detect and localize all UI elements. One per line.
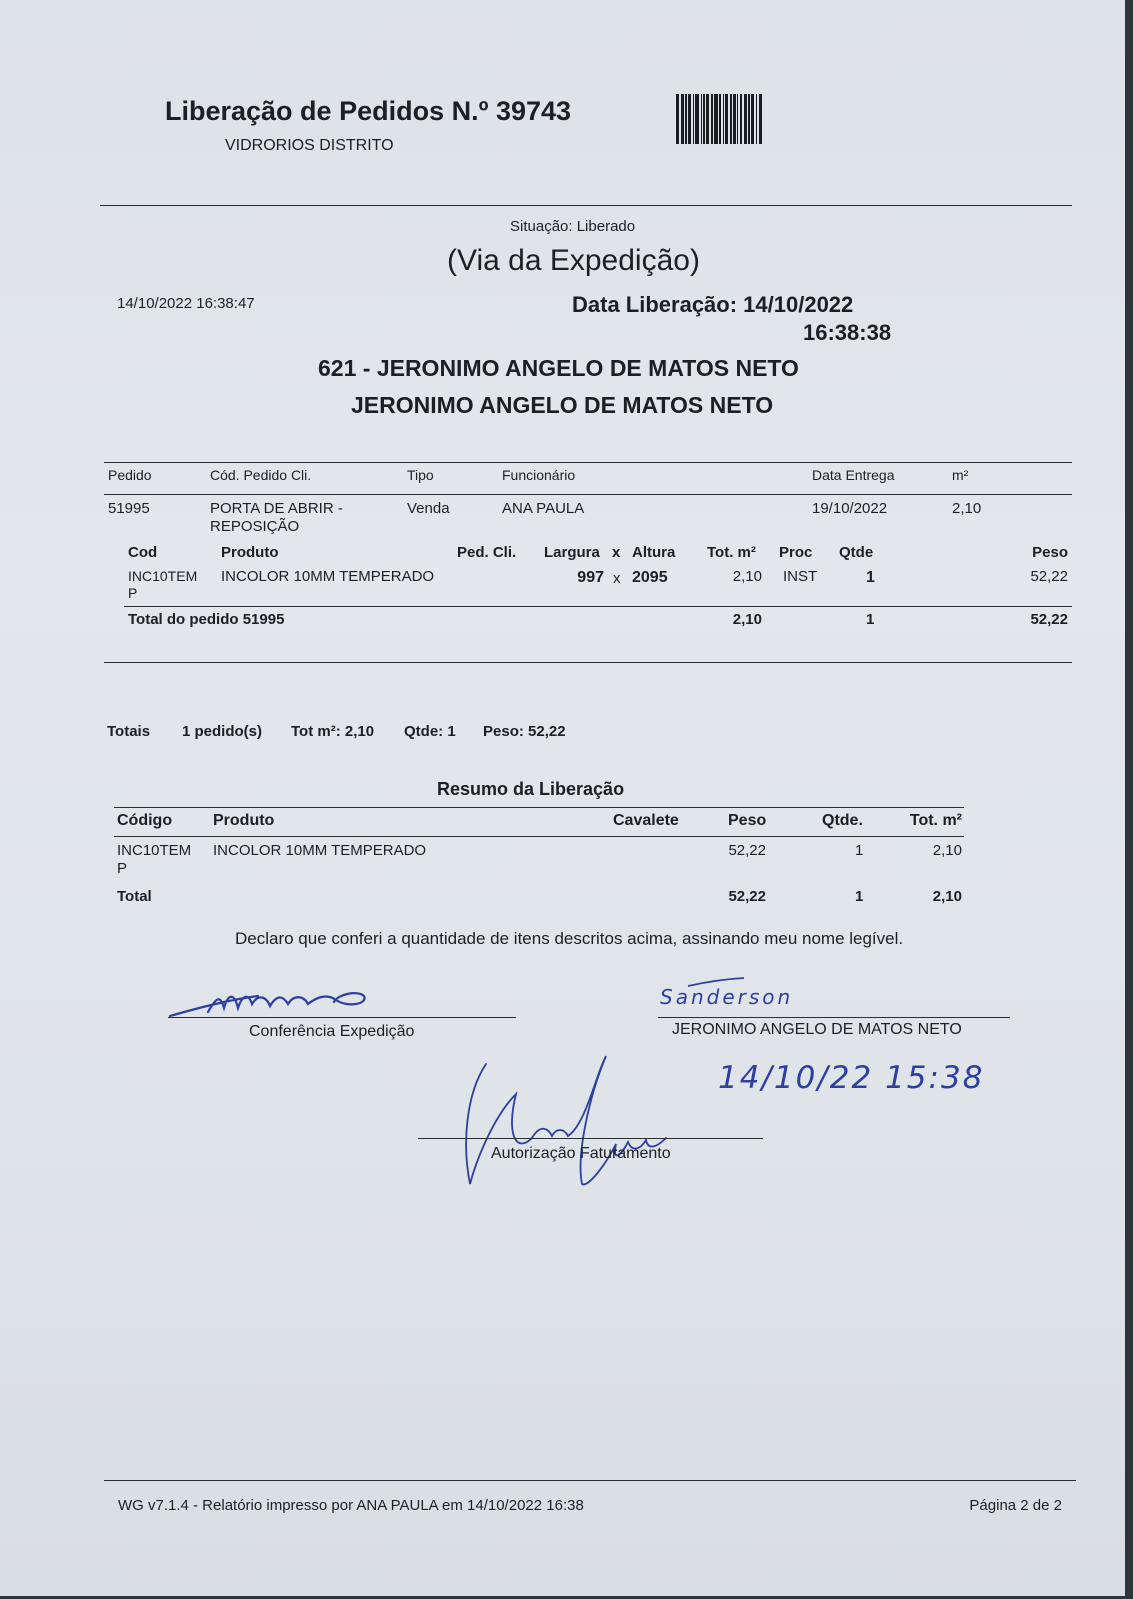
order-type: Venda — [407, 500, 450, 517]
summary-code-line2: P — [117, 860, 128, 877]
summary-header-rule — [114, 836, 964, 837]
order-total-rule — [124, 606, 1072, 607]
col-header-pedido: Pedido — [108, 467, 152, 483]
item-code-line1: INC10TEM — [128, 568, 198, 584]
footer-page-number: Página 2 de 2 — [969, 1497, 1062, 1514]
header-divider — [100, 205, 1072, 206]
authorization-signature — [456, 1054, 686, 1194]
col-header-funcionario: Funcionário — [502, 467, 576, 483]
totals-orders: 1 pedido(s) — [182, 723, 263, 740]
order-table-top-rule — [104, 462, 1072, 463]
item-tot-m2: 2,10 — [732, 568, 762, 585]
item-header-altura: Altura — [632, 544, 676, 561]
totals-m2: Tot m²: 2,10 — [291, 723, 375, 740]
summary-product: INCOLOR 10MM TEMPERADO — [213, 842, 427, 859]
item-header-tot-m2: Tot. m² — [707, 544, 756, 561]
totals-label: Totais — [107, 723, 151, 740]
summary-code-line1: INC10TEM — [117, 842, 192, 859]
handwritten-date: 14/10/22 15:38 — [718, 1060, 985, 1096]
summary-header-peso: Peso — [728, 812, 767, 829]
summary-title: Resumo da Liberação — [437, 779, 625, 799]
summary-header-cavalete: Cavalete — [613, 812, 679, 829]
document-title: Liberação de Pedidos N.º 39743 — [165, 96, 572, 126]
company-name: VIDRORIOS DISTRITO — [225, 137, 394, 154]
summary-tot-m2: 2,10 — [932, 842, 962, 859]
item-header-proc: Proc — [779, 544, 813, 561]
footer-printed-by: WG v7.1.4 - Relatório impresso por ANA PAULA em 14/10/2022 16:38 — [118, 1497, 584, 1514]
summary-total-label: Total — [117, 888, 152, 905]
item-height: 2095 — [632, 569, 668, 586]
release-time: 16:38:38 — [803, 320, 892, 345]
item-qtde: 1 — [866, 569, 875, 586]
item-code-line2: P — [128, 585, 138, 601]
item-header-peso: Peso — [1032, 544, 1068, 561]
order-total-qtde: 1 — [866, 611, 875, 628]
order-client-code-line2: REPOSIÇÃO — [210, 518, 300, 535]
conferencia-label: Conferência Expedição — [249, 1023, 415, 1040]
item-header-produto: Produto — [221, 544, 279, 561]
order-total-peso: 52,22 — [1030, 611, 1068, 628]
summary-total-peso: 52,22 — [728, 888, 766, 905]
summary-header-codigo: Código — [117, 812, 173, 829]
item-proc: INST — [783, 568, 818, 585]
totals-qtde: Qtde: 1 — [404, 723, 456, 740]
status-text: Situação: Liberado — [510, 218, 636, 235]
col-header-m2: m² — [952, 467, 969, 483]
printed-datetime: 14/10/2022 16:38:47 — [117, 295, 255, 312]
summary-header-qtde: Qtde. — [822, 812, 863, 829]
item-header-cod: Cod — [128, 544, 158, 561]
handwritten-stroke — [686, 976, 746, 988]
client-handwritten-name: Sanderson — [660, 985, 794, 1009]
summary-peso: 52,22 — [728, 842, 766, 859]
copy-label: (Via da Expedição) — [447, 244, 700, 277]
item-header-x: x — [612, 544, 621, 561]
item-dimension-separator: x — [613, 570, 621, 587]
item-width: 997 — [577, 569, 604, 586]
item-peso: 52,22 — [1030, 568, 1068, 585]
authorization-signature-line — [418, 1138, 763, 1139]
item-product: INCOLOR 10MM TEMPERADO — [221, 568, 435, 585]
client-code-name: 621 - JERONIMO ANGELO DE MATOS NETO — [318, 355, 799, 381]
col-header-data-entrega: Data Entrega — [812, 467, 895, 483]
client-signature-label: JERONIMO ANGELO DE MATOS NETO — [672, 1021, 962, 1038]
client-signature-line — [658, 1017, 1010, 1018]
summary-total-qtde: 1 — [855, 888, 864, 905]
order-table-bottom-rule — [104, 662, 1072, 663]
totals-peso: Peso: 52,22 — [483, 723, 566, 740]
order-m2: 2,10 — [952, 500, 982, 517]
item-header-qtde: Qtde — [839, 544, 874, 561]
item-header-largura: Largura — [544, 544, 600, 561]
summary-qtde: 1 — [855, 842, 864, 859]
summary-header-tot-m2: Tot. m² — [909, 812, 962, 829]
order-delivery-date: 19/10/2022 — [812, 500, 888, 517]
declaration-text: Declaro que conferi a quantidade de itens descritos acima, assinando meu nome legível. — [235, 929, 904, 948]
col-header-tipo: Tipo — [407, 467, 434, 483]
release-date: Data Liberação: 14/10/2022 — [572, 292, 854, 317]
footer-rule — [104, 1480, 1076, 1481]
authorization-label: Autorização Faturamento — [491, 1145, 671, 1162]
item-header-ped-cli: Ped. Cli. — [457, 544, 517, 561]
barcode — [676, 94, 848, 144]
barcode-bar — [759, 94, 762, 144]
order-total-label: Total do pedido 51995 — [128, 611, 285, 628]
order-employee: ANA PAULA — [502, 500, 585, 517]
col-header-cod-pedido-cli: Cód. Pedido Cli. — [210, 467, 312, 483]
summary-top-rule — [114, 807, 964, 808]
conferencia-signature-line — [168, 1017, 516, 1018]
summary-total-tot-m2: 2,10 — [932, 888, 962, 905]
client-name: JERONIMO ANGELO DE MATOS NETO — [351, 392, 774, 418]
summary-header-produto: Produto — [213, 812, 275, 829]
order-total-m2: 2,10 — [732, 611, 762, 628]
order-header-rule — [104, 494, 1072, 495]
order-number: 51995 — [108, 500, 150, 517]
order-client-code-line1: PORTA DE ABRIR - — [210, 500, 343, 517]
